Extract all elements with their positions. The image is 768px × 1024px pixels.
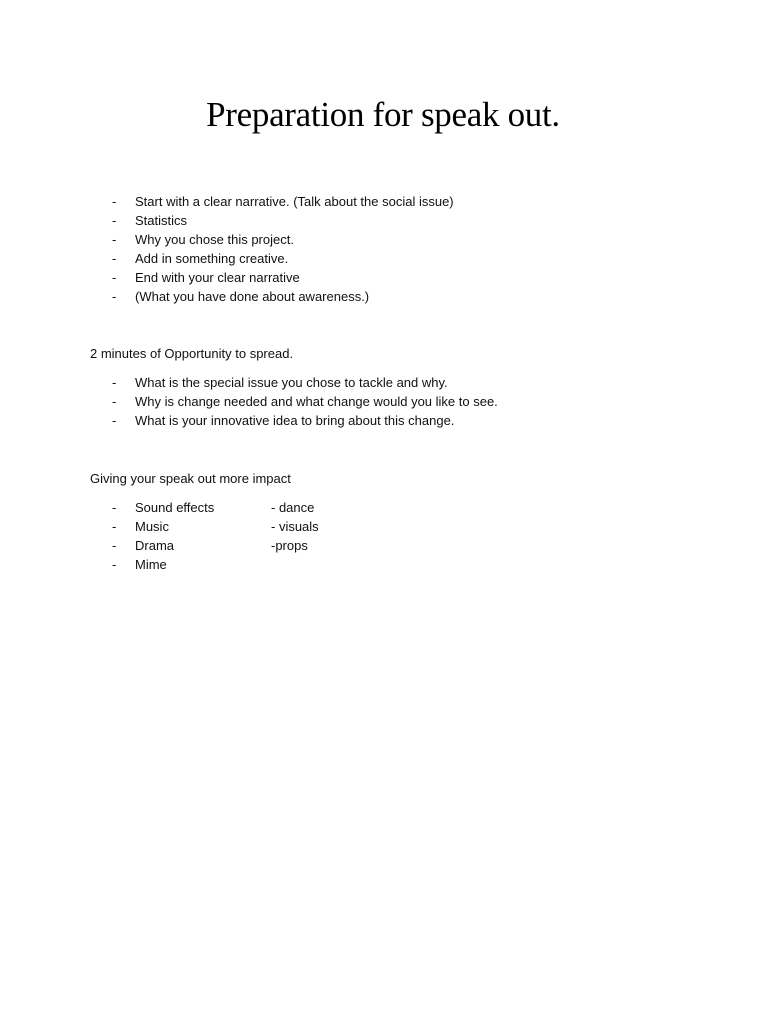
section-heading-impact: Giving your speak out more impact <box>90 471 291 486</box>
bullet-dash: - <box>112 251 117 266</box>
list-item-text: Drama <box>135 538 175 553</box>
bullet-dash: - <box>112 413 117 428</box>
list-item-text-secondary: -props <box>271 538 308 553</box>
bullet-dash: - <box>112 194 117 209</box>
list-item-text: What is the special issue you chose to tackle and why. <box>135 375 448 390</box>
bullet-dash: - <box>112 289 117 304</box>
list-item-text: (What you have done about awareness.) <box>135 289 370 304</box>
bullet-dash: - <box>112 500 117 515</box>
list-item-text-secondary: - dance <box>271 500 315 515</box>
bullet-dash: - <box>112 213 117 228</box>
list-item-text: Mime <box>135 557 167 572</box>
bullet-dash: - <box>112 538 117 553</box>
list-item-text: Sound effects <box>135 500 215 515</box>
page-title: Preparation for speak out. <box>206 95 560 134</box>
list-item-text: Add in something creative. <box>135 251 289 266</box>
list-item-text: End with your clear narrative <box>135 270 300 285</box>
bullet-dash: - <box>112 375 117 390</box>
bullet-dash: - <box>112 394 117 409</box>
bullet-dash: - <box>112 519 117 534</box>
list-item-text: Start with a clear narrative. (Talk about the social issue) <box>135 194 454 209</box>
list-item-text: Why is change needed and what change would you like to see. <box>135 394 498 409</box>
bullet-dash: - <box>112 557 117 572</box>
section-heading-opportunity: 2 minutes of Opportunity to spread. <box>90 346 294 361</box>
bullet-dash: - <box>112 270 117 285</box>
list-item-text: Why you chose this project. <box>135 232 294 247</box>
list-item-text: Music <box>135 519 169 534</box>
bullet-dash: - <box>112 232 117 247</box>
list-item-text-secondary: - visuals <box>271 519 319 534</box>
list-item-text: Statistics <box>135 213 188 228</box>
list-item-text: What is your innovative idea to bring about this change. <box>135 413 455 428</box>
